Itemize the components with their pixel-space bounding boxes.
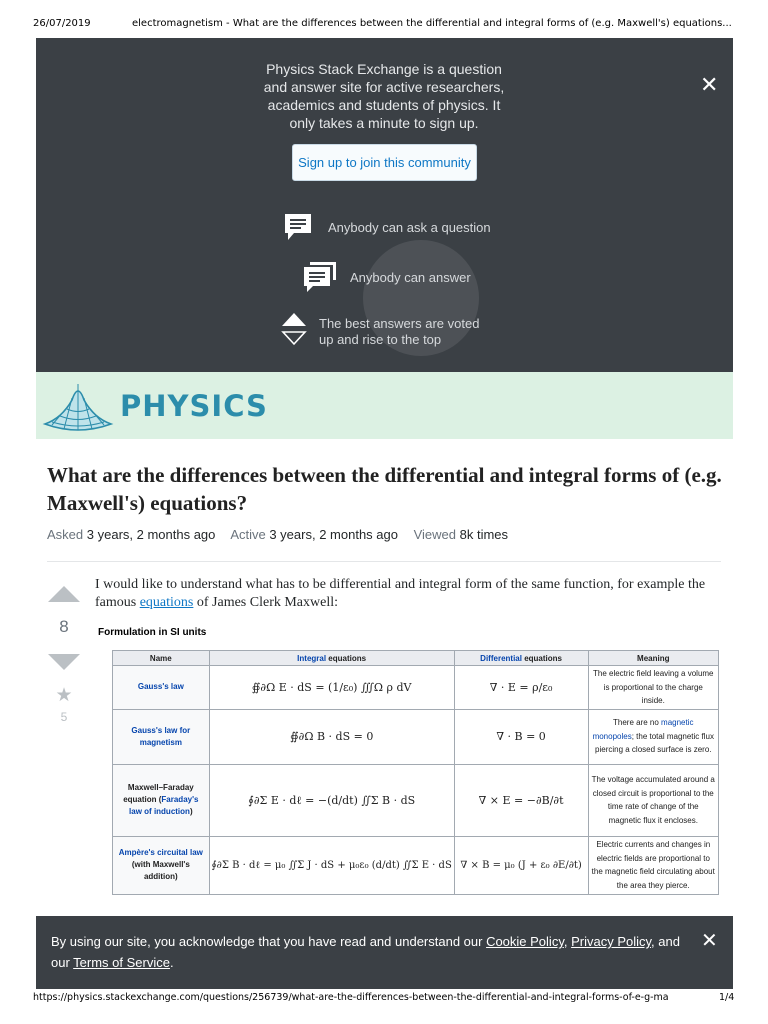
signup-blurb: Physics Stack Exchange is a question and answer site for active researchers, academics and students of physics. It only takes a minute to sign up. [263,61,505,131]
speech-bubbles-icon [302,260,338,294]
cookie-banner [36,916,733,989]
table-header-row [113,651,719,666]
integral-link[interactable]: Integral [297,653,327,663]
table-row [113,666,719,710]
body-text-end: of James Clerk Maxwell: [193,595,339,610]
table-row [113,709,719,764]
differential-equation: ∇ · E = ρ/ε₀ [454,666,588,710]
asked-value: 3 years, 2 months ago [86,527,216,542]
feature-ask-text: Anybody can ask a question [328,220,491,235]
table-row [113,836,719,894]
viewed-value: 8k times [459,527,509,542]
meaning-cell: There are no magnetic monopoles; the total magnetic flux piercing a closed surface is zero. [588,709,718,764]
site-banner [36,372,733,439]
cookie-close-icon[interactable]: ✕ [701,930,718,952]
cookie-message: By using our site, you acknowledge that you have read and understand our Cookie Policy, Privacy Policy, and our Terms of Service. [51,934,680,970]
table-row [113,764,719,836]
differential-link[interactable]: Differential [480,653,522,663]
signup-button[interactable]: Sign up to join this community [292,144,477,181]
differential-equation: ∇ × E = −∂B/∂t [454,764,588,836]
divider [47,561,721,562]
vote-arrows-icon [281,312,307,346]
header-integral: Integral equations [209,651,454,666]
faraday-name-cell: Maxwell–Faraday equation (Faraday's law of induction) [113,764,210,836]
ampere-name-cell: Ampère's circuital law (with Maxwell's addition) [113,836,210,894]
page-url: https://physics.stackexchange.com/questions/256739/what-are-the-differences-between-the-differential-and-integral-forms-of-e-g-ma [33,992,669,1003]
maxwell-equations-table [112,650,719,895]
downvote-arrow-icon[interactable] [48,654,80,670]
site-wordmark[interactable]: PHYSICS [120,389,268,423]
header-meaning: Meaning [588,651,718,666]
favorite-star-icon[interactable]: ★ [55,685,73,706]
question-body [95,576,725,612]
integral-equation: ∯∂Ω E · dS = (1/ε₀) ∭Ω ρ dV [209,666,454,710]
close-icon[interactable]: ✕ [700,72,719,97]
gauss-magnetism-link[interactable]: Gauss's law for magnetism [113,709,210,764]
table-caption: Formulation in SI units [98,627,207,638]
meaning-cell: Electric currents and changes in electric fields are proportional to the magnetic field circulating about the area they pierce. [588,836,718,894]
feature-answer-text: Anybody can answer [350,270,471,285]
active-label: Active [230,527,266,542]
signup-overlay [36,38,733,372]
page-number: 1/4 [719,992,735,1003]
body-text: I would like to understand what has to be differential and integral form of the same function, for example the famous [95,577,706,610]
asked-label: Asked [47,527,84,542]
print-date: 26/07/2019 [33,18,91,29]
print-title: electromagnetism - What are the differences between the differential and integral forms of (e.g. Maxwell's) equations... [132,18,732,29]
favorite-count: 5 [60,710,68,724]
equations-link[interactable]: equations [139,595,194,610]
question-meta [47,527,508,542]
physics-logo-icon[interactable] [42,378,114,434]
print-header [0,0,768,36]
ampere-law-link[interactable]: Ampère's circuital law [118,848,203,857]
gauss-law-link[interactable]: Gauss's law [113,666,210,710]
differential-equation: ∇ × B = μ₀ (J + ε₀ ∂E/∂t) [454,836,588,894]
meaning-cell: The voltage accumulated around a closed circuit is proportional to the time rate of change of the magnetic flux it encloses. [588,764,718,836]
header-differential: Differential equations [454,651,588,666]
feature-vote-text: The best answers are voted up and rise to the top [319,316,480,347]
integral-equation: ∮∂Σ B · dℓ = μ₀ ∬Σ J · dS + μ₀ε₀ (d/dt) ∬Σ E · dS [209,836,454,894]
integral-equation: ∯∂Ω B · dS = 0 [209,709,454,764]
speech-bubble-icon [283,212,313,242]
faraday-law-link[interactable]: Faraday's law of induction [129,795,199,816]
upvote-arrow-icon[interactable] [48,586,80,602]
privacy-policy-link[interactable]: Privacy Policy [571,934,652,949]
differential-equation: ∇ · B = 0 [454,709,588,764]
active-value[interactable]: 3 years, 2 months ago [269,527,398,542]
viewed-label: Viewed [413,527,457,542]
question-title[interactable]: What are the differences between the differential and integral forms of (e.g. Maxwell's) equations? [47,463,722,515]
magnetic-monopoles-link[interactable]: magnetic monopoles [592,718,694,741]
vote-count: 8 [59,617,69,636]
cookie-policy-link[interactable]: Cookie Policy [486,934,564,949]
header-name: Name [113,651,210,666]
integral-equation: ∮∂Σ E · dℓ = −(d/dt) ∬Σ B · dS [209,764,454,836]
terms-of-service-link[interactable]: Terms of Service [73,955,170,970]
meaning-cell: The electric field leaving a volume is proportional to the charge inside. [588,666,718,710]
